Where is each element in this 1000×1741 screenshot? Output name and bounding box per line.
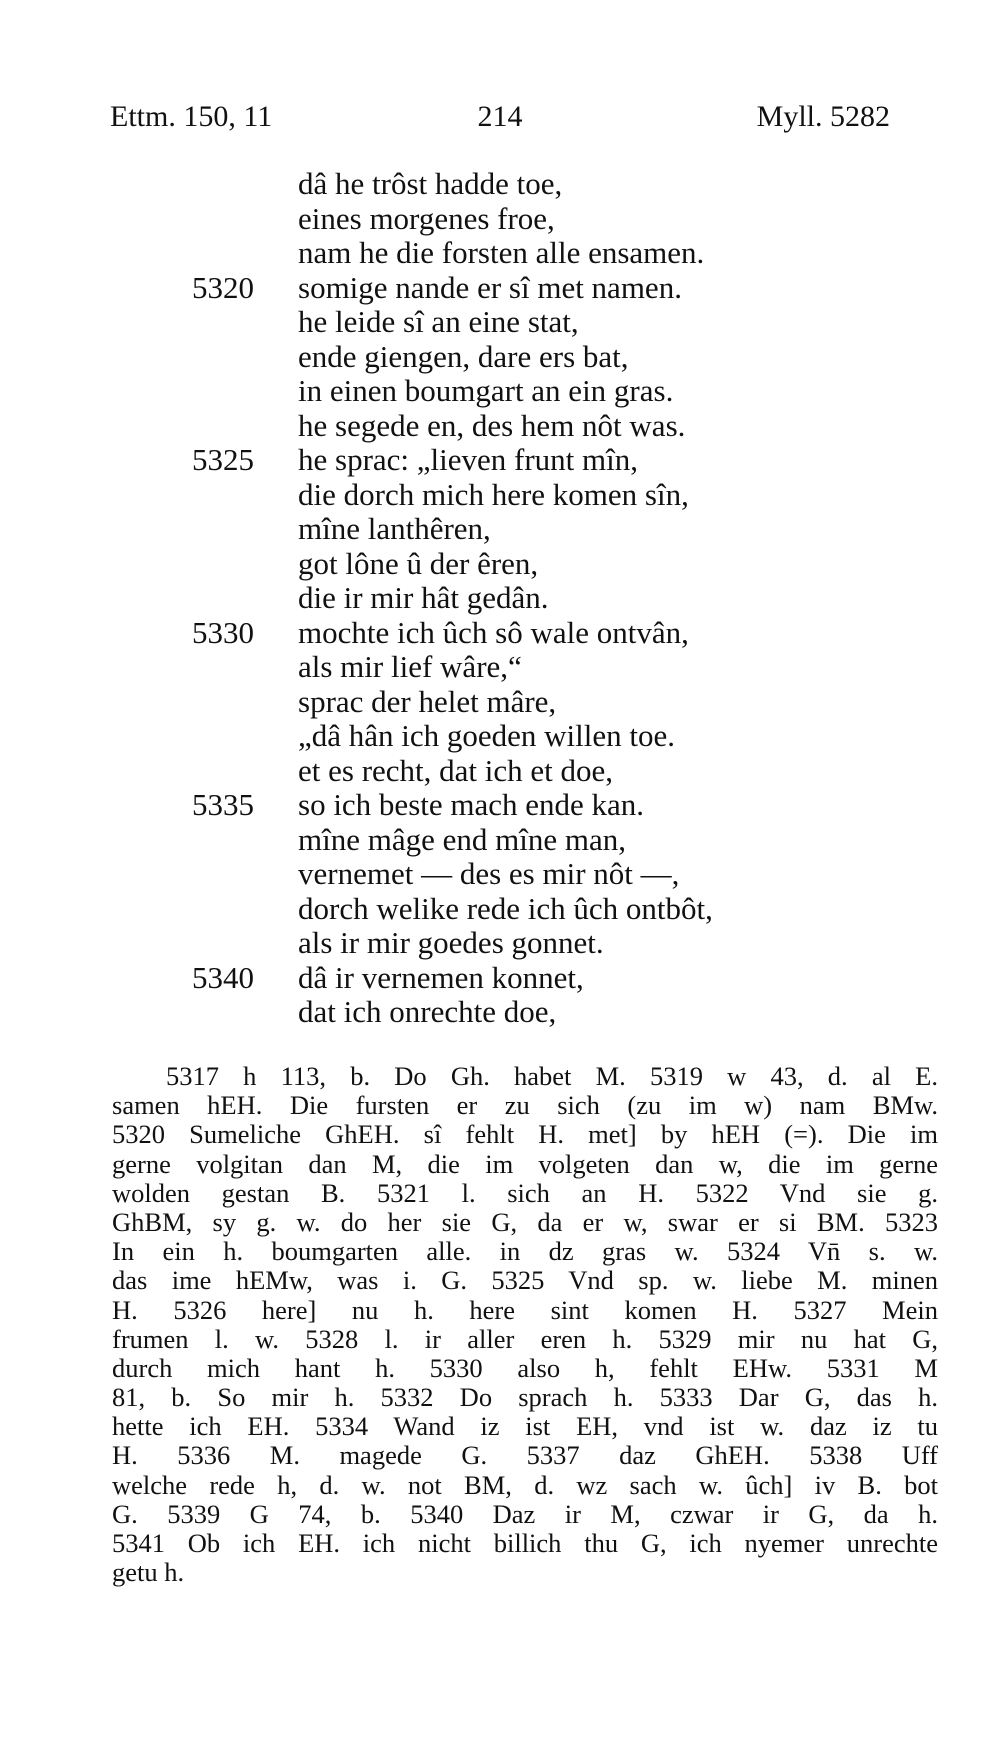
verse-line bbox=[0, 857, 1000, 892]
verse-text: mochte ich ûch sô wale ontvân, bbox=[298, 614, 689, 650]
verse-text: dâ he trôst hadde toe, bbox=[298, 166, 563, 201]
verse-text: he sprac: „lieven frunt mîn, bbox=[298, 442, 639, 477]
verse-line bbox=[0, 719, 1000, 754]
verse-line bbox=[0, 926, 1000, 961]
verse-text: die dorch mich here komen sîn, bbox=[298, 476, 689, 512]
verse-number: 5335 bbox=[192, 787, 254, 822]
verse-line bbox=[0, 374, 1000, 409]
critical-apparatus bbox=[112, 1062, 938, 1587]
verse-line bbox=[0, 340, 1000, 375]
verse-text: mîne mâge end mîne man, bbox=[298, 821, 626, 857]
verse-text: die ir mir hât gedân. bbox=[298, 580, 549, 615]
apparatus-line: welche rede h, d. w. not BM, d. wz sach w. ûch] iv B. bot bbox=[112, 1469, 938, 1500]
verse-line bbox=[0, 236, 1000, 271]
header-right-reference: Myll. 5282 bbox=[756, 100, 890, 133]
verse-text: mîne lanthêren, bbox=[298, 511, 491, 546]
verse-text: „dâ hân ich goeden willen toe. bbox=[298, 718, 676, 753]
verse-text: he leide sî an eine stat, bbox=[298, 304, 579, 339]
verse-number: 5340 bbox=[192, 959, 254, 995]
verse-text: eines morgenes froe, bbox=[298, 200, 555, 236]
verse-text: ende giengen, dare ers bat, bbox=[298, 338, 629, 374]
verse-text: nam he die forsten alle ensamen. bbox=[298, 235, 705, 270]
verse-line bbox=[0, 581, 1000, 616]
verse-line bbox=[0, 892, 1000, 927]
apparatus-line: H. 5326 here] nu h. here sint komen H. 5327 Mein bbox=[112, 1294, 938, 1325]
apparatus-line: gerne volgitan dan M, die im volgeten dan w, die im gerne bbox=[112, 1148, 938, 1179]
verse-line bbox=[0, 167, 1000, 202]
verse-text: et es recht, dat ich et doe, bbox=[298, 752, 614, 788]
apparatus-line: das ime hEMw, was i. G. 5325 Vnd sp. w. liebe M. minen bbox=[112, 1265, 938, 1296]
verse-block bbox=[0, 167, 1000, 1030]
verse-line bbox=[0, 650, 1000, 685]
verse-line bbox=[0, 961, 1000, 996]
apparatus-line: samen hEH. Die fursten er zu sich (zu im w) nam BMw. bbox=[112, 1090, 938, 1121]
verse-text: dorch welike rede ich ûch ontbôt, bbox=[298, 890, 713, 926]
apparatus-line: durch mich hant h. 5330 also h, fehlt EHw. 5331 M bbox=[112, 1352, 938, 1383]
verse-number: 5325 bbox=[192, 442, 254, 477]
verse-line bbox=[0, 443, 1000, 478]
apparatus-line: 5341 Ob ich EH. ich nicht billich thu G, ich nyemer unrechte bbox=[112, 1528, 938, 1558]
verse-line bbox=[0, 305, 1000, 340]
apparatus-line: In ein h. boumgarten alle. in dz gras w. 5324 Vn̄ s. w. bbox=[112, 1236, 938, 1267]
apparatus-line: 5320 Sumeliche GhEH. sî fehlt H. met] by hEH (=). Die im bbox=[112, 1119, 938, 1150]
verse-text: somige nande er sî met namen. bbox=[298, 269, 682, 305]
header-left-reference: Ettm. 150, 11 bbox=[110, 100, 273, 133]
page-number: 214 bbox=[477, 100, 523, 133]
apparatus-line: wolden gestan B. 5321 l. sich an H. 5322 Vnd sie g. bbox=[112, 1177, 938, 1208]
verse-line bbox=[0, 754, 1000, 789]
apparatus-line: hette ich EH. 5334 Wand iz ist EH, vnd ist w. daz iz tu bbox=[112, 1411, 938, 1442]
apparatus-line: frumen l. w. 5328 l. ir aller eren h. 5329 mir nu hat G, bbox=[112, 1323, 938, 1354]
apparatus-line: H. 5336 M. magede G. 5337 daz GhEH. 5338 Uff bbox=[112, 1440, 938, 1471]
apparatus-line: GhBM, sy g. w. do her sie G, da er w, swar er si BM. 5323 bbox=[112, 1206, 938, 1237]
verse-text: dat ich onrechte doe, bbox=[298, 994, 557, 1029]
verse-text: in einen boumgart an ein gras. bbox=[298, 373, 674, 408]
verse-text: got lône û der êren, bbox=[298, 545, 539, 581]
page-header bbox=[110, 100, 890, 140]
verse-line bbox=[0, 202, 1000, 237]
verse-line bbox=[0, 271, 1000, 306]
verse-line bbox=[0, 788, 1000, 823]
apparatus-line: getu h. bbox=[112, 1557, 185, 1588]
verse-number: 5320 bbox=[192, 269, 254, 305]
verse-line bbox=[0, 823, 1000, 858]
verse-number: 5330 bbox=[192, 614, 254, 650]
verse-line bbox=[0, 547, 1000, 582]
verse-line bbox=[0, 685, 1000, 720]
verse-text: vernemet — des es mir nôt —, bbox=[298, 856, 680, 891]
verse-text: he segede en, des hem nôt was. bbox=[298, 407, 686, 443]
verse-text: dâ ir vernemen konnet, bbox=[298, 959, 584, 995]
apparatus-line: 5317 h 113, b. Do Gh. habet M. 5319 w 43, d. al E. bbox=[166, 1061, 938, 1091]
apparatus-line: 81, b. So mir h. 5332 Do sprach h. 5333 Dar G, das h. bbox=[112, 1382, 938, 1413]
verse-line bbox=[0, 409, 1000, 444]
verse-line bbox=[0, 995, 1000, 1030]
verse-line bbox=[0, 512, 1000, 547]
verse-text: als ir mir goedes gonnet. bbox=[298, 925, 604, 960]
apparatus-line: G. 5339 G 74, b. 5340 Daz ir M, czwar ir G, da h. bbox=[112, 1498, 938, 1529]
verse-line bbox=[0, 616, 1000, 651]
verse-text: als mir lief wâre,“ bbox=[298, 649, 522, 684]
verse-line bbox=[0, 478, 1000, 513]
verse-text: so ich beste mach ende kan. bbox=[298, 787, 645, 822]
verse-text: sprac der helet mâre, bbox=[298, 683, 557, 719]
